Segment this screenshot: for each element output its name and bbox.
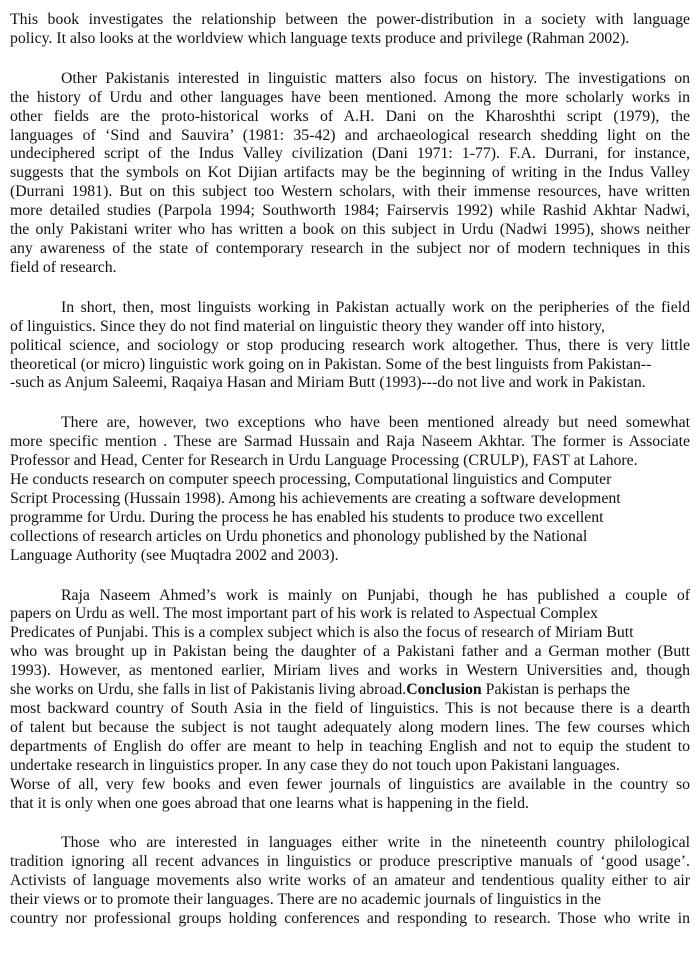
text-line: This book investigates the relationship between the power-distribution in a society with language [10, 11, 690, 28]
text-line: Worse of all, very few books and even fewer journals of linguistics are available in the country so [10, 775, 690, 793]
paragraph-6 [10, 834, 690, 929]
text-line: their views or to promote their languages. There are no academic journals of linguistics in the [10, 891, 602, 909]
paragraph-1 [10, 11, 690, 49]
text-line: Predicates of Punjabi. This is a complex subject which is also the focus of research of Miriam Butt [10, 624, 634, 642]
text-line: (Durrani 1981). But on this subject too Western scholars, with their immense resources, have written [10, 183, 690, 201]
text-line: Language Authority (see Muqtadra 2002 and 2003). [10, 546, 339, 564]
paragraph-2 [10, 70, 690, 278]
text-line: languages of ‘Sind and Sauvira’ (1981: 35-42) and archaeological research shedding light on the [10, 126, 690, 144]
text-line: political science, and sociology or stop producing research work altogether. Thus, there is very little [10, 336, 690, 354]
text-line: more specific mention . These are Sarmad Hussain and Raja Naseem Akhtar. The former is Associate [10, 433, 690, 451]
text-line: field of research. [10, 258, 117, 276]
text-line: of linguistics. Since they do not find material on linguistic theory they wander off into history, [10, 317, 605, 335]
text-line: Raja Naseem Ahmed’s work is mainly on Punjabi, though he has published a couple of [61, 586, 690, 604]
text-line: theoretical (or micro) linguistic work going on in Pakistan. Some of the best linguists from Pakistan-- [10, 355, 652, 373]
text-line: -such as Anjum Saleemi, Raqaiya Hasan and Miriam Butt (1993)---do not live and work in Pakistan. [10, 374, 646, 392]
text-line: tradition ignoring all recent advances in linguistics or produce prescriptive manuals of ‘good usage’. [10, 853, 690, 871]
text-line: suggests that the symbols on Kot Dijian artifacts may be the beginning of writing in the Indus Valley [10, 164, 690, 182]
text-line: undeciphered script of the Indus Valley civilization (Dani 1971: 1-77). F.A. Durrani, for instance, [10, 145, 690, 163]
text-line-with-heading [10, 681, 690, 700]
text-line: Script Processing (Hussain 1998). Among his achievements are creating a software development [10, 489, 621, 507]
text-line: Professor and Head, Center for Research in Urdu Language Processing (CRULP), FAST at Lahore. [10, 452, 638, 470]
text-line: the history of Urdu and other languages have been mentioned. Among the more scholarly works in [10, 88, 690, 106]
text-line: He conducts research on computer speech processing, Computational linguistics and Computer [10, 471, 612, 489]
text-line: who was brought up in Pakistan being the daughter of a Pakistani father and a German mother (Butt [10, 643, 690, 661]
text-line: 1993). However, as mentoned earlier, Miriam lives and works in Western Universities and, though [10, 662, 690, 680]
text-run: Pakistan is perhaps the [481, 681, 630, 699]
text-line: There are, however, two exceptions who have been mentioned already but need somewhat [61, 414, 690, 432]
text-line: departments of English do offer are meant to help in teaching English and not to equip the student to [10, 737, 690, 755]
text-line: most backward country of South Asia in the field of linguistics. This is not because there is a dearth [10, 700, 690, 717]
text-line: undertake research in linguistics proper. In any case they do not touch upon Pakistani languages. [10, 756, 620, 774]
paragraph-4 [10, 414, 690, 565]
text-line: other fields are the proto-historical works of A.H. Dani on the Kharoshthi script (1979), the [10, 107, 690, 125]
text-line: any awareness of the state of contemporary research in the subject nor of modern techniques in this [10, 239, 690, 257]
text-line: the only Pakistani writer who has written a book on this subject in Urdu (Nadwi 1995), shows neither [10, 221, 690, 239]
paragraph-5 [10, 587, 690, 814]
text-line: collections of research articles on Urdu phonetics and phonology published by the National [10, 527, 588, 545]
text-line: policy. It also looks at the worldview which language texts produce and privilege (Rahman 2002). [10, 29, 630, 47]
paragraph-3 [10, 299, 690, 394]
text-line: Activists of language movements also write works of an amateur and tendentious quality either to air [10, 872, 690, 890]
text-line: In short, then, most linguists working in Pakistan actually work on the peripheries of the field [61, 298, 690, 316]
text-line: more detailed studies (Parpola 1994; Southworth 1984; Fairservis 1992) while Rashid Akhtar Nadwi, [10, 202, 690, 220]
document-page [10, 11, 690, 950]
text-line: of talent but because the subject is not taught adequately along modern lines. The few courses which [10, 718, 690, 736]
text-run: she works on Urdu, she falls in list of Pakistanis living abroad. [10, 681, 407, 699]
text-line: programme for Urdu. During the process he has enabled his students to produce two excellent [10, 508, 604, 526]
text-line: Other Pakistanis interested in linguistic matters also focus on history. The investigations on [61, 69, 690, 87]
text-line: country nor professional groups holding conferences and responding to research. Those who write in [10, 910, 690, 928]
text-line: that it is only when one goes abroad that one learns what is happening in the field. [10, 794, 529, 812]
conclusion-heading: Conclusion [406, 681, 482, 699]
text-line: Those who are interested in languages either write in the nineteenth country philological [61, 834, 690, 852]
text-line: papers on Urdu as well. The most important part of his work is related to Aspectual Complex [10, 605, 599, 623]
